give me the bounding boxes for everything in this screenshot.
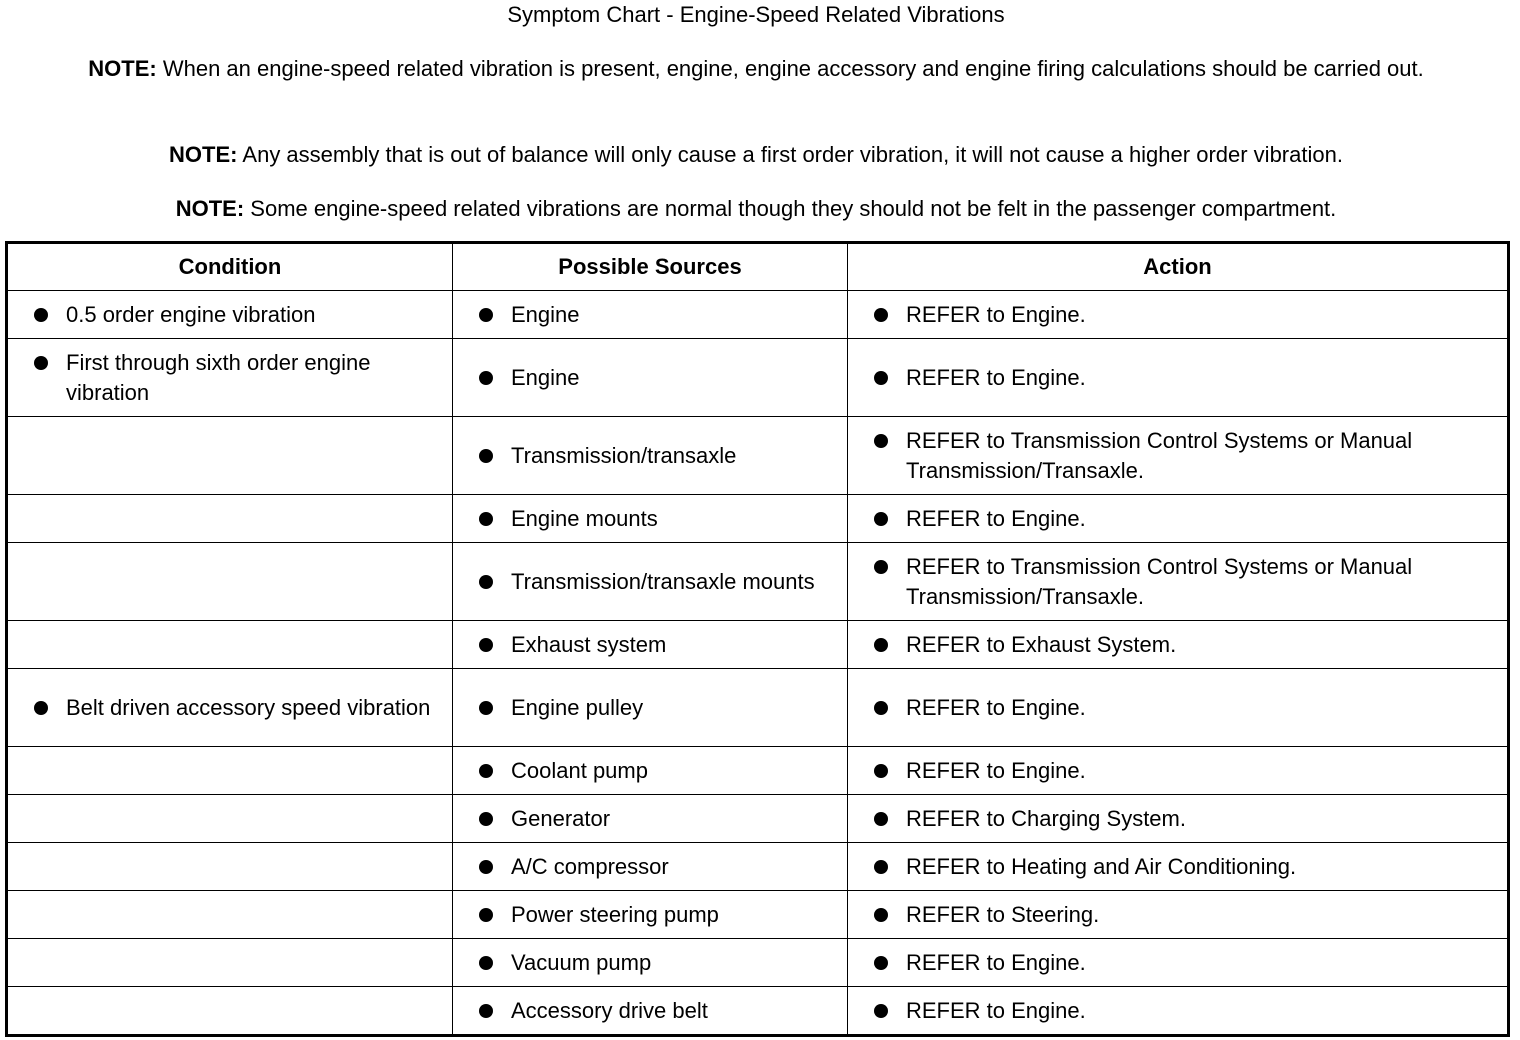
bullet-icon xyxy=(479,638,493,652)
bullet-icon xyxy=(479,512,493,526)
source-item xyxy=(453,363,847,393)
condition-cell xyxy=(7,621,453,669)
bullet-icon xyxy=(874,860,888,874)
table-row xyxy=(7,621,1509,669)
condition-text: Belt driven accessory speed vibration xyxy=(66,694,431,720)
action-cell xyxy=(848,795,1509,843)
action-cell xyxy=(848,543,1509,621)
source-text: Accessory drive belt xyxy=(511,997,708,1023)
bullet-icon xyxy=(874,371,888,385)
source-text: Vacuum pump xyxy=(511,949,652,975)
condition-cell xyxy=(7,417,453,495)
action-text: REFER to Heating and Air Conditioning. xyxy=(906,853,1297,879)
action-cell xyxy=(848,621,1509,669)
table-row xyxy=(7,543,1509,621)
action-item xyxy=(848,552,1507,612)
source-item xyxy=(453,300,847,330)
action-item xyxy=(848,804,1507,834)
action-text: REFER to Charging System. xyxy=(906,805,1186,831)
bullet-icon xyxy=(479,371,493,385)
source-item xyxy=(453,504,847,534)
action-cell xyxy=(848,987,1509,1036)
source-text: Transmission/transaxle xyxy=(511,442,737,468)
source-item xyxy=(453,900,847,930)
action-item xyxy=(848,426,1507,486)
action-text: REFER to Engine. xyxy=(906,694,1086,720)
table-row xyxy=(7,987,1509,1036)
header-condition: Condition xyxy=(7,243,453,291)
bullet-icon xyxy=(479,908,493,922)
note-3-text: Some engine-speed related vibrations are normal though they should not be felt in the passenger compartment. xyxy=(250,196,1337,221)
table-row xyxy=(7,939,1509,987)
source-item xyxy=(453,693,847,723)
table-row xyxy=(7,795,1509,843)
source-cell xyxy=(453,795,848,843)
source-cell xyxy=(453,843,848,891)
action-item xyxy=(848,948,1507,978)
condition-cell xyxy=(7,495,453,543)
action-text: REFER to Engine. xyxy=(906,949,1086,975)
table-header-row xyxy=(7,243,1509,291)
bullet-icon xyxy=(479,575,493,589)
note-2-label: NOTE: xyxy=(169,142,238,167)
table-row xyxy=(7,747,1509,795)
bullet-icon xyxy=(874,812,888,826)
action-text: REFER to Engine. xyxy=(906,997,1086,1023)
source-item xyxy=(453,630,847,660)
source-cell xyxy=(453,495,848,543)
source-text: Power steering pump xyxy=(511,901,719,927)
condition-cell xyxy=(7,795,453,843)
action-cell xyxy=(848,939,1509,987)
source-item xyxy=(453,567,847,597)
action-cell xyxy=(848,843,1509,891)
note-1-text: When an engine-speed related vibration is present, engine, engine accessory and engine firing calculations should be carried out. xyxy=(162,56,1424,81)
action-text: REFER to Engine. xyxy=(906,757,1086,783)
action-item xyxy=(848,996,1507,1026)
bullet-icon xyxy=(34,356,48,370)
action-cell xyxy=(848,891,1509,939)
action-text: REFER to Exhaust System. xyxy=(906,631,1177,657)
chart-title: Symptom Chart - Engine-Speed Related Vibrations xyxy=(507,2,1005,27)
action-item xyxy=(848,363,1507,393)
bullet-icon xyxy=(479,812,493,826)
bullet-icon xyxy=(479,701,493,715)
condition-cell xyxy=(7,543,453,621)
bullet-icon xyxy=(874,701,888,715)
bullet-icon xyxy=(479,449,493,463)
source-cell xyxy=(453,621,848,669)
action-item xyxy=(848,504,1507,534)
source-text: Engine mounts xyxy=(511,505,658,531)
condition-item xyxy=(8,348,452,408)
action-cell xyxy=(848,747,1509,795)
source-text: Engine xyxy=(511,301,580,327)
source-cell xyxy=(453,543,848,621)
action-cell xyxy=(848,495,1509,543)
condition-cell xyxy=(7,669,453,747)
note-3-label: NOTE: xyxy=(175,196,245,221)
bullet-icon xyxy=(479,764,493,778)
source-item xyxy=(453,996,847,1026)
note-2 xyxy=(12,140,1500,170)
bullet-icon xyxy=(874,308,888,322)
condition-item xyxy=(8,693,452,723)
action-text: REFER to Steering. xyxy=(906,901,1100,927)
table-body xyxy=(7,291,1509,1036)
action-cell xyxy=(848,417,1509,495)
note-1-label: NOTE: xyxy=(88,56,157,81)
condition-cell xyxy=(7,291,453,339)
action-cell xyxy=(848,339,1509,417)
bullet-icon xyxy=(874,956,888,970)
source-text: Engine xyxy=(511,364,580,390)
header-possible-sources: Possible Sources xyxy=(453,243,848,291)
source-text: Exhaust system xyxy=(511,631,667,657)
bullet-icon xyxy=(479,860,493,874)
note-1 xyxy=(12,54,1500,84)
bullet-icon xyxy=(874,638,888,652)
bullet-icon xyxy=(874,560,888,574)
bullet-icon xyxy=(34,701,48,715)
source-cell xyxy=(453,747,848,795)
table-row xyxy=(7,417,1509,495)
table-row xyxy=(7,891,1509,939)
symptom-table xyxy=(5,241,1510,1037)
note-3 xyxy=(12,194,1500,224)
action-text: REFER to Transmission Control Systems or Manual Transmission/Transaxle. xyxy=(906,427,1413,483)
bullet-icon xyxy=(34,308,48,322)
table-row xyxy=(7,843,1509,891)
bullet-icon xyxy=(874,1004,888,1018)
condition-cell xyxy=(7,891,453,939)
condition-cell xyxy=(7,987,453,1036)
condition-cell xyxy=(7,339,453,417)
condition-text: 0.5 order engine vibration xyxy=(66,301,316,327)
action-item xyxy=(848,852,1507,882)
action-item xyxy=(848,300,1507,330)
action-text: REFER to Engine. xyxy=(906,364,1086,390)
action-text: REFER to Engine. xyxy=(906,301,1086,327)
condition-cell xyxy=(7,939,453,987)
action-item xyxy=(848,900,1507,930)
bullet-icon xyxy=(874,434,888,448)
source-text: Generator xyxy=(511,805,611,831)
condition-cell xyxy=(7,747,453,795)
bullet-icon xyxy=(479,956,493,970)
table-row xyxy=(7,669,1509,747)
source-text: Coolant pump xyxy=(511,757,648,783)
source-cell xyxy=(453,417,848,495)
action-item xyxy=(848,756,1507,786)
source-item xyxy=(453,804,847,834)
action-text: REFER to Transmission Control Systems or Manual Transmission/Transaxle. xyxy=(906,553,1413,609)
bullet-icon xyxy=(874,512,888,526)
condition-cell xyxy=(7,843,453,891)
source-cell xyxy=(453,339,848,417)
source-cell xyxy=(453,891,848,939)
source-text: Transmission/transaxle mounts xyxy=(511,568,815,594)
table-row xyxy=(7,339,1509,417)
source-cell xyxy=(453,939,848,987)
action-cell xyxy=(848,669,1509,747)
note-2-text: Any assembly that is out of balance will only cause a first order vibration, it will not cause a higher order vibration. xyxy=(242,142,1343,167)
bullet-icon xyxy=(479,1004,493,1018)
source-cell xyxy=(453,987,848,1036)
condition-item xyxy=(8,300,452,330)
source-item xyxy=(453,852,847,882)
action-item xyxy=(848,693,1507,723)
source-cell xyxy=(453,291,848,339)
source-text: A/C compressor xyxy=(511,853,669,879)
bullet-icon xyxy=(874,764,888,778)
action-item xyxy=(848,630,1507,660)
table-row xyxy=(7,291,1509,339)
bullet-icon xyxy=(874,908,888,922)
source-cell xyxy=(453,669,848,747)
source-item xyxy=(453,756,847,786)
source-item xyxy=(453,948,847,978)
condition-text: First through sixth order engine vibration xyxy=(66,349,371,405)
action-cell xyxy=(848,291,1509,339)
source-text: Engine pulley xyxy=(511,694,644,720)
bullet-icon xyxy=(479,308,493,322)
action-text: REFER to Engine. xyxy=(906,505,1086,531)
source-item xyxy=(453,441,847,471)
header-action: Action xyxy=(848,243,1509,291)
table-row xyxy=(7,495,1509,543)
